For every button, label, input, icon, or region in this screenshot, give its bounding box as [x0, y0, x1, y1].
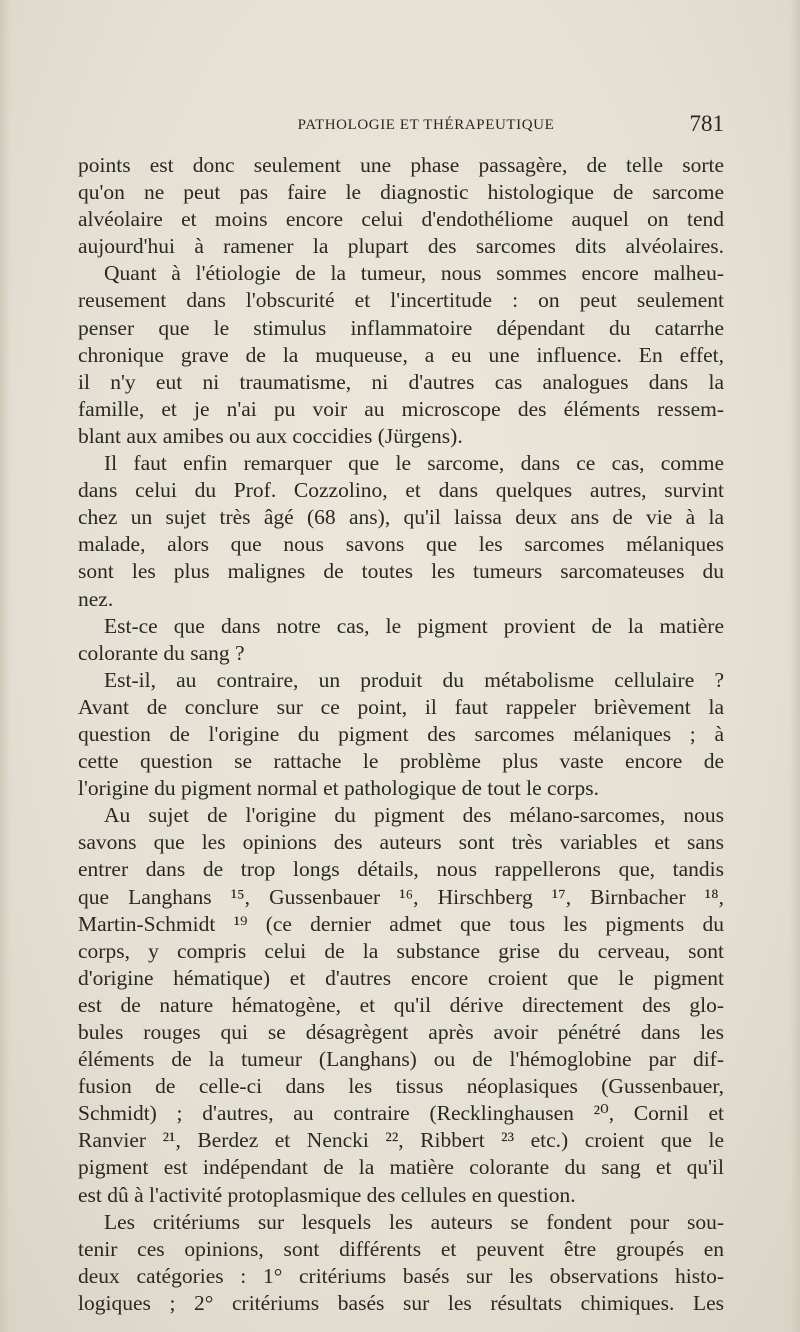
text-line: l'origine du pigment normal et pathologique de tout le corps. — [78, 776, 599, 801]
text-line: Schmidt) ; d'autres, au contraire (Recklinghausen ²⁰, Cornil et — [78, 1101, 724, 1126]
text-line: Ranvier ²¹, Berdez et Nencki ²², Ribbert ²³ etc.) croient que le — [78, 1128, 724, 1153]
text-line: fusion de celle-ci dans les tissus néoplasiques (Gussenbauer, — [78, 1074, 724, 1099]
text-line: colorante du sang ? — [78, 640, 245, 665]
page-number: 781 — [689, 111, 724, 136]
text-line: penser que le stimulus inflammatoire dépendant du catarrhe — [78, 315, 724, 340]
text-line: chez un sujet très âgé (68 ans), qu'il laissa deux ans de vie à la — [78, 505, 724, 530]
text-line: Martin-Schmidt ¹⁹ (ce dernier admet que tous les pigments du — [78, 911, 724, 936]
text-line: corps, y compris celui de la substance grise du cerveau, sont — [78, 938, 724, 963]
text-line: alvéolaire et moins encore celui d'endothéliome auquel on tend — [78, 207, 724, 232]
text-line: que Langhans ¹⁵, Gussenbauer ¹⁶, Hirschberg ¹⁷, Birnbacher ¹⁸, — [78, 884, 724, 909]
text-line: famille, et je n'ai pu voir au microscope des éléments ressem- — [78, 396, 724, 421]
text-line: malade, alors que nous savons que les sarcomes mélaniques — [78, 532, 724, 557]
body-text — [78, 152, 724, 1317]
text-line: Quant à l'étiologie de la tumeur, nous sommes encore malheu- — [104, 261, 724, 286]
text-line: Au sujet de l'origine du pigment des mélano-sarcomes, nous — [104, 803, 724, 828]
text-line: pigment est indépendant de la matière colorante du sang et qu'il — [78, 1155, 724, 1180]
text-line: qu'on ne peut pas faire le diagnostic histologique de sarcome — [78, 180, 724, 205]
text-line: nez. — [78, 586, 114, 611]
text-line: deux catégories : 1° critériums basés sur les observations histo- — [78, 1263, 724, 1288]
text-line: éléments de la tumeur (Langhans) ou de l'hémoglobine par dif- — [78, 1047, 724, 1072]
text-line: Il faut enfin remarquer que le sarcome, dans ce cas, comme — [104, 451, 724, 476]
running-title: PATHOLOGIE ET THÉRAPEUTIQUE — [297, 117, 555, 133]
text-line: entrer dans de trop longs détails, nous rappellerons que, tandis — [78, 857, 724, 882]
text-line: sont les plus malignes de toutes les tumeurs sarcomateuses du — [78, 559, 724, 584]
text-line: Les critériums sur lesquels les auteurs se fondent pour sou- — [104, 1209, 724, 1234]
text-line: Est-il, au contraire, un produit du métabolisme cellulaire ? — [104, 667, 724, 692]
text-line: tenir ces opinions, sont différents et peuvent être groupés en — [78, 1236, 724, 1261]
text-line: dans celui du Prof. Cozzolino, et dans quelques autres, survint — [78, 478, 724, 503]
text-line: question de l'origine du pigment des sarcomes mélaniques ; à — [78, 721, 724, 746]
text-line: bules rouges qui se désagrègent après avoir pénétré dans les — [78, 1020, 724, 1044]
text-line: blant aux amibes ou aux coccidies (Jürgens). — [78, 423, 463, 448]
text-line: points est donc seulement une phase passagère, de telle sorte — [78, 153, 724, 177]
running-head — [78, 111, 724, 141]
text-line: chronique grave de la muqueuse, a eu une influence. En effet, — [78, 342, 724, 367]
text-line: savons que les opinions des auteurs sont très variables et sans — [78, 830, 724, 855]
text-line: d'origine hématique) et d'autres encore croient que le pigment — [78, 965, 724, 990]
text-line: Avant de conclure sur ce point, il faut rappeler brièvement la — [78, 694, 724, 719]
text-line: Est-ce que dans notre cas, le pigment provient de la matière — [104, 613, 724, 638]
text-line: il n'y eut ni traumatisme, ni d'autres cas analogues dans la — [78, 369, 724, 394]
text-line: reusement dans l'obscurité et l'incertitude : on peut seulement — [78, 288, 724, 313]
text-line: est dû à l'activité protoplasmique des cellules en question. — [78, 1182, 576, 1207]
text-line: est de nature hématogène, et qu'il dérive directement des glo- — [78, 992, 724, 1017]
text-line: cette question se rattache le problème plus vaste encore de — [78, 749, 724, 774]
text-line: aujourd'hui à ramener la plupart des sarcomes dits alvéolaires. — [78, 234, 724, 259]
text-line: logiques ; 2° critériums basés sur les résultats chimiques. Les — [78, 1290, 724, 1315]
